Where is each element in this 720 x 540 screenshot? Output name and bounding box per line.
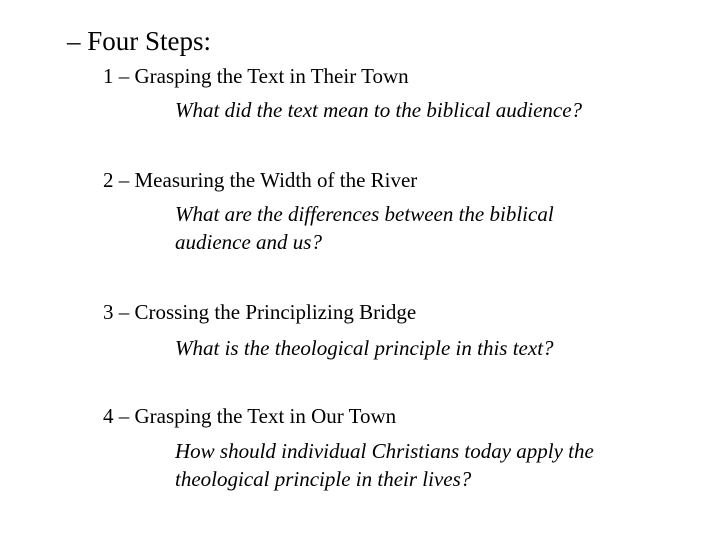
step-2-question-line: What are the differences between the biblical: [175, 202, 554, 226]
step-1-question-line: What did the text mean to the biblical audience?: [175, 98, 583, 122]
step-4-title: 4 – Grasping the Text in Our Town: [103, 404, 397, 428]
step-3-question: [175, 334, 554, 362]
step-1-question: [175, 96, 582, 124]
step-2-question: [175, 200, 554, 256]
step-4-question: [175, 437, 594, 493]
step-3-title: 3 – Crossing the Principlizing Bridge: [103, 300, 417, 324]
step-1-title: 1 – Grasping the Text in Their Town: [103, 64, 409, 88]
step-3-question-line: What is the theological principle in this text?: [175, 336, 554, 360]
step-2-title: 2 – Measuring the Width of the River: [103, 168, 418, 192]
step-4-question-line: theological principle in their lives?: [175, 467, 472, 491]
step-4-question-line: How should individual Christians today apply the: [175, 439, 594, 463]
step-2-question-line: audience and us?: [175, 230, 322, 254]
slide-heading: – Four Steps:: [67, 26, 212, 56]
